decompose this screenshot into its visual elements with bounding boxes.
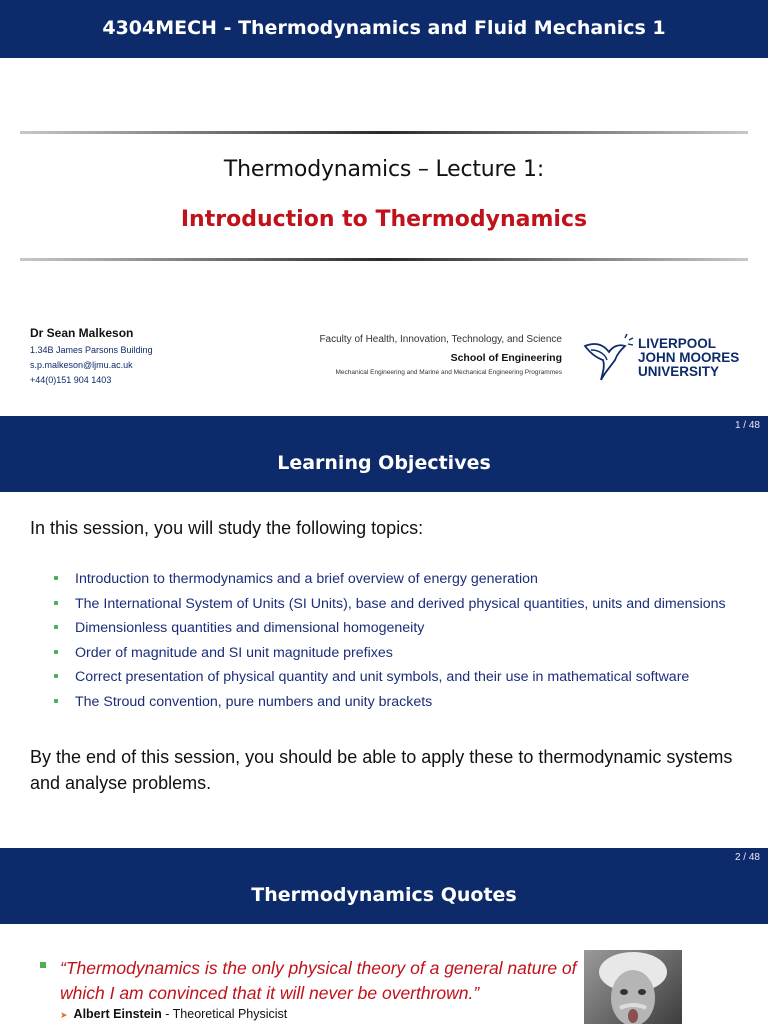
author-phone: +44(0)151 904 1403 [30, 375, 112, 385]
bullet-icon [54, 699, 58, 703]
liver-bird-icon [581, 332, 635, 384]
bullet-icon [54, 650, 58, 654]
bullet-icon [54, 601, 58, 605]
programmes-name: Mechanical Engineering and Marine and Mechanical Engineering Programmes [335, 369, 562, 376]
arrow-bullet-icon: ➤ [60, 1010, 68, 1020]
logo-line-3: UNIVERSITY [638, 364, 720, 379]
list-item [52, 694, 726, 719]
list-item [52, 571, 726, 596]
lecture-subtitle: Introduction to Thermodynamics [180, 207, 588, 232]
topic-text: Correct presentation of physical quantity and unit symbols, and their use in mathematical software [75, 669, 690, 685]
bullet-icon [54, 625, 58, 629]
slide-title: Thermodynamics Quotes [251, 884, 517, 906]
topics-list [52, 571, 726, 718]
lecture-title: Thermodynamics – Lecture 1: [223, 157, 545, 182]
school-name: School of Engineering [450, 352, 562, 364]
bullet-icon [54, 674, 58, 678]
author-name: Dr Sean Malkeson [30, 326, 134, 340]
university-logo [581, 332, 741, 384]
course-title-banner [0, 0, 768, 58]
divider-bottom [20, 258, 748, 261]
attribution-role: - Theoretical Physicist [161, 1007, 288, 1021]
logo-line-2: JOHN MOORES [638, 350, 740, 365]
list-item [52, 596, 726, 621]
slide-title: Learning Objectives [277, 452, 491, 474]
list-item [52, 620, 726, 645]
topic-text: Order of magnitude and SI unit magnitude prefixes [75, 644, 393, 661]
attribution-name: Albert Einstein [73, 1007, 162, 1021]
author-office: 1.34B James Parsons Building [30, 345, 153, 355]
divider-top [20, 131, 748, 134]
einstein-photo [584, 950, 682, 1024]
page-number: 1 / 48 [734, 420, 760, 431]
topic-text: The Stroud convention, pure numbers and unity brackets [75, 693, 433, 710]
topic-text: The International System of Units (SI Units), base and derived physical quantities, units and dimensions [75, 595, 726, 612]
faculty-name: Faculty of Health, Innovation, Technology, and Science [319, 334, 562, 345]
topic-text: Introduction to thermodynamics and a brief overview of energy generation [75, 571, 538, 587]
quote-attribution [60, 1007, 287, 1021]
author-block [30, 326, 153, 385]
logo-line-1: LIVERPOOL [638, 336, 717, 351]
quotes-banner [0, 848, 768, 924]
page-number: 2 / 48 [734, 852, 760, 863]
faculty-block [319, 334, 562, 376]
topic-text: Dimensionless quantities and dimensional homogeneity [75, 620, 425, 636]
bullet-icon [54, 576, 58, 580]
university-name [638, 337, 739, 379]
einstein-quote: “Thermodynamics is the only physical theory of a general nature of which I am convinced that it will never be overthrown.” [60, 958, 577, 1003]
author-email[interactable]: s.p.malkeson@ljmu.ac.uk [30, 360, 133, 370]
session-intro: In this session, you will study the following topics: [30, 518, 424, 538]
learning-objectives-banner [0, 416, 768, 492]
list-item [52, 669, 726, 694]
bullet-icon [40, 962, 46, 968]
list-item [52, 645, 726, 670]
course-title: 4304MECH - Thermodynamics and Fluid Mechanics 1 [102, 17, 666, 39]
session-outcome: By the end of this session, you should be able to apply these to thermodynamic systems and analyse problems. [30, 747, 733, 793]
